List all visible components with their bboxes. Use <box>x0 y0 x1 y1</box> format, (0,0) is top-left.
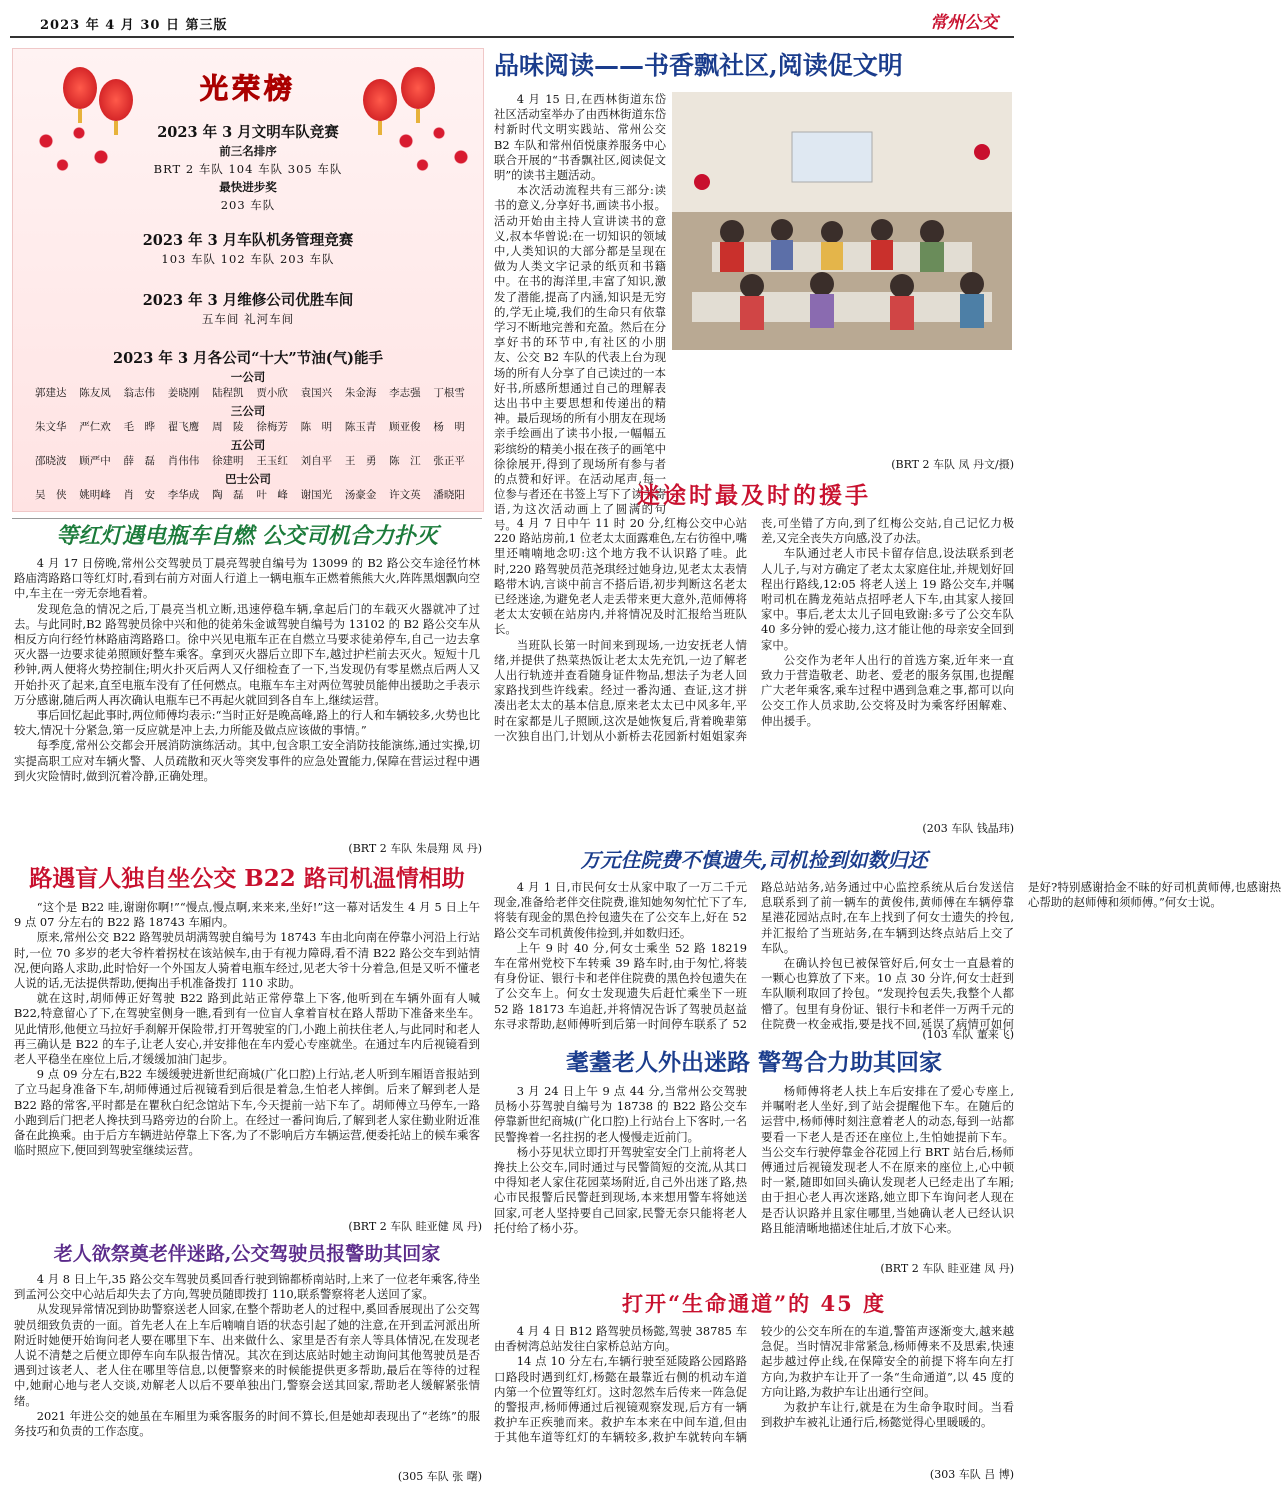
honoree-name: 肖 安 <box>123 489 156 501</box>
honoree-name: 李华成 <box>167 489 200 501</box>
article-credit: (BRT 2 车队 凤 丹文/摄) <box>891 458 1014 471</box>
article-ambulance <box>494 1324 1014 1464</box>
article-paragraph: 就在这时,胡师傅正好驾驶 B22 路到此站正常停靠上下客,他听到在车辆外面有人喊 B22,特意留心了下,在驾驶室侧身一瞧,看到有一位盲人拿着盲杖在路人帮助下准备来坐车。见此情形,他便立马拉好手刹解开保险带,打开驾驶室的门,小跑上前扶住老人,与此同时和老人再三确认是 B22 的车子,让老人安心,并安排他在车内爱心专座就坐。在通过车内后视镜看到老人平稳坐在座位上后,才缓缓加油门起步。 <box>14 991 480 1067</box>
article-paragraph: 从发现异常情况到协助警察送老人回家,在整个帮助老人的过程中,奚回香展现出了公交驾驶员细致负责的一面。首先老人在上车后喃喃自语的状态引起了她的注意,在开到孟河派出所附近时她便开始询问老人要在哪里下车、出来做什么、家里是否有亲人等具体情况,在发现老人说不清楚之后便立即停车向车队报告情况。其次在到达底站时她主动询问其他驾驶员是否遇到过该老人、老人住在哪里等信息,以便警察来的时候能提供更多帮助,最后在等待的过程中,她耐心地与老人交谈,劝解老人以后不要单独出门,警察会送其回家,帮助老人缓解紧张情绪。 <box>14 1302 480 1408</box>
article-paragraph: 每季度,常州公交都会开展消防演练活动。其中,包含职工安全消防技能演练,通过实操,切实提高职工应对车辆火警、人员疏散和灭火等突发事件的应急处置能力,保障在营运过程中遇到火灾险情时,做到沉着冷静,正确处理。 <box>14 738 480 783</box>
section-sub: 前三名排序 <box>219 144 277 158</box>
honoree-name: 姚明峰 <box>79 489 111 501</box>
section-line: BRT 2 车队 104 车队 305 车队 <box>153 162 343 176</box>
article-paragraph: 本次活动流程共有三部分:读书的意义,分享好书,画读书小报。活动开始由主持人宣讲读书的意义,叔本华曾说:在一切知识的领域中,人类知识的大部分都是呈现在做为人类文字记录的纸页和书籍中。在书的海洋里,丰富了知识,激发了潜能,提高了内涵,知识是无穷的,学无止境,我们的生命只有依靠学习不断地完善和充盈。然后在分享好书的环节中,有社区的小朋友、公交 B2 车队的代表上台为现场的所有人分享了自己读过的一本好书,所感所想通过自己的理解表达出书中主要思想和传递出的精神。最后现场的所有小朋友在现场亲手绘画出了读书小报,一幅幅五彩缤纷的精美小报在孩子的画笔中徐徐展开,得到了现场所有参与者的点赞和好评。在活动尾声,每一位参与者还在书签上写下了读书寄语,为这次活动画上了圆满的句号。 <box>494 183 666 532</box>
honor-roll <box>12 48 484 512</box>
honoree-name: 谢国光 <box>300 489 333 501</box>
name-row <box>35 385 465 400</box>
article-paragraph: 上午 9 时 40 分,何女士乘坐 52 路 18219 车在常州党校下车转乘 39 路车时,由于匆忙,将装有身份证、银行卡和老伴住院费的黑色拎包遗失在了公交车上。何女士发现遗失后赶忙乘坐下一班 52 路 18173 车追赶,并将情况告诉了驾驶员赵益东寻求帮助,赵师傅听到后第一时间停车联系了 52 路总站站务,站务通过中心监控系统从后台发送信息联系到了前一辆车的黄俊伟,黄师傅在车辆停靠星港花园站点时,在车上找到了何女士遗失的拎包,并汇报给了当班站务,在车辆到达终点站后上交了车队。 <box>494 880 1014 1031</box>
article-paragraph: 当班队长第一时间来到现场,一边安抚老人情绪,并提供了热菜热饭让老太太先充饥,一边了解老人出行轨迹并查看随身证件物品,想法子为老人回家路找到些许线索。经过一番沟通、查证,这才拼凑出老太太的基本信息,原来老太太已中风多年,平时在家都是儿子照顾,这次是她恢复后,背着晚辈第一次独自出门,计划从小新桥去花园新村姐姐家奔丧,可坐错了方向,到了红梅公交站,自己记忆力极差,又完全丧失方向感,没了办法。 <box>494 516 1014 743</box>
group-label: 一公司 <box>230 370 266 384</box>
section-line: 五车间 礼河车间 <box>201 312 295 326</box>
article-paragraph: 发现危急的情况之后,丁晨亮当机立断,迅速停稳车辆,拿起后门的车载灭火器就冲了过去。与此同时,B2 路驾驶员徐中兴和他的徒弟朱金诚驾驶自编号为 13102 的 B2 路公交车从相反方向行经竹林路庙湾路路口。徐中兴见电瓶车正在自燃立马要求徒弟停车,自己一边去拿灭火器一边要求徒弟照顾好整车乘客。拿到灭火器后立即下车,越过护栏前去灭火。短短十几秒钟,两人便将火势控制住;明火扑灭后两人又仔细检查了一下,当发现仍有零星燃点后两人又开始扑灭了起来,直至电瓶车没有了任何燃点。电瓶车车主对两位驾驶员能伸出援助之手表示万分感谢,随后两人再次确认电瓶车已不再起火就回到各自车上,继续运营。 <box>14 601 480 707</box>
honoree-name: 翁志伟 <box>123 387 156 399</box>
article-credit: (BRT 2 车队 朱晨翔 凤 丹) <box>348 842 482 855</box>
newspaper-logo: 常州公交 <box>930 13 998 33</box>
honoree-name: 王玉红 <box>256 455 288 467</box>
page-header <box>0 0 1024 38</box>
honoree-name: 翟飞鹰 <box>167 421 200 433</box>
honoree-name: 袁国兴 <box>300 387 333 399</box>
group-label: 三公司 <box>230 404 266 418</box>
honoree-name: 姜晓刚 <box>167 387 200 399</box>
honoree-name: 张正平 <box>433 455 465 467</box>
article-paragraph: 车队通过老人市民卡留存信息,设法联系到老人儿子,与对方确定了老太太家庭住址,并规划好回程出行路线,12:05 将老人送上 19 路公交车,并嘱咐司机在腾龙苑站点招呼老人下车,由其家人接回家中。事后,老太太儿子回电致谢:多亏了公交车队 40 多分钟的爱心接力,这才能让他的母亲安全回到家中。 <box>761 546 1014 652</box>
article-headline: 耄耋老人外出迷路 警驾合力助其回家 <box>565 1049 942 1076</box>
article-police <box>494 1084 1014 1260</box>
article-fire <box>14 556 480 838</box>
header-rule <box>10 36 1014 38</box>
article-credit: (103 车队 董来飞) <box>922 1028 1014 1041</box>
honoree-name: 叶 峰 <box>256 489 288 501</box>
honoree-name: 王 勇 <box>344 455 377 467</box>
article-credit: (203 车队 钱晶玮) <box>922 822 1014 835</box>
article-rescue <box>494 516 1014 818</box>
article-elder <box>14 1272 480 1468</box>
article-money <box>494 880 1281 1036</box>
honoree-name: 周 陵 <box>212 421 244 433</box>
article-paragraph: 4 月 4 日 B12 路驾驶员杨懿,驾驶 38785 车由香树湾总站发往白家桥总站方向。 <box>494 1324 747 1354</box>
article-paragraph: 9 点 09 分左右,B22 车缓缓驶进新世纪商城(广化口腔)上行站,老人听到车厢语音报站到了立马起身准备下车,胡师傅通过后视镜看到后很是着急,生怕老人摔倒。后来了解到老人是 B22 路的常客,平时都是在瞿秋白纪念馆站下车,今天提前一站下车了。胡师傅立马停车,一路小跑到后门把老人搀扶到马路旁边的台阶上。在经过一番问询后,了解到老人家住勤业附近准备在此换乘。由于后方车辆进站停靠上下客,为了不影响后方车辆运营,便委托站上的候车乘客临时照应下,便回到驾驶室继续运营。 <box>14 1067 480 1158</box>
article-paragraph: 事后回忆起此事时,两位师傅均表示:“当时正好是晚高峰,路上的行人和车辆较多,火势也比较大,情况十分紧急,第一反应就是冲上去,力所能及做点应该做的事情。” <box>14 708 480 738</box>
article-paragraph: 杨小芬见状立即打开驾驶室安全门上前将老人搀扶上公交车,同时通过与民警简短的交流,从其口中得知老人家住花园菜场附近,自己外出迷了路,热心市民报警后民警赶到现场,本来想用警车将她送回家,可老人坚持要自己回家,民警无奈只能将老人托付给了杨小芬。 <box>494 1144 747 1235</box>
honor-banner: 光荣榜 <box>199 72 296 105</box>
article-headline: 路遇盲人独自坐公交 B22 路司机温情相助 <box>29 865 465 892</box>
honoree-name: 陶 磊 <box>212 489 244 501</box>
article-headline: 等红灯遇电瓶车自燃 公交司机合力扑灭 <box>56 523 438 549</box>
honoree-name: 潘晓阳 <box>433 489 465 501</box>
lantern-icon <box>63 67 97 109</box>
honoree-name: 严仁欢 <box>79 421 111 433</box>
honoree-name: 郭建达 <box>35 387 67 399</box>
lantern-icon <box>401 67 435 109</box>
section-line: 103 车队 102 车队 203 车队 <box>161 252 335 266</box>
article-paragraph: 4 月 15 日,在西林街道东岱社区活动室举办了由西林街道东岱村新时代文明实践站、常州公交 B2 车队和常州佰悦康养服务中心联合开展的“书香飘社区,阅读促文明”的读书主题活动。 <box>494 92 666 183</box>
honoree-name: 薛 磊 <box>123 455 156 467</box>
honoree-name: 顾亚俊 <box>389 421 421 433</box>
honoree-name: 陈 江 <box>389 455 421 467</box>
article-paragraph: “这个是 B22 哇,谢谢你啊!”“慢点,慢点啊,来来来,坐好!”这一幕对话发生 4 月 5 日上午 9 点 07 分左右的 B22 路 18743 车厢内。 <box>14 900 480 930</box>
article-headline: 万元住院费不慎遗失,司机捡到如数归还 <box>580 848 928 872</box>
article-credit: (BRT 2 车队 眭亚建 凤 丹) <box>880 1262 1014 1275</box>
honoree-name: 汤豪金 <box>344 489 377 501</box>
honoree-name: 徐梅芳 <box>256 421 288 433</box>
honoree-name: 刘自平 <box>300 455 333 467</box>
reading-event-photo <box>672 92 1012 350</box>
article-headline: 迷途时最及时的援手 <box>637 482 871 509</box>
article-paragraph: 公交作为老年人出行的首选方案,近年来一直致力于营造敬老、助老、爱老的服务氛围,也提醒广大老年乘客,乘车过程中遇到急难之事,都可以向公交工作人员求助,公交将及时为乘客纾困解难、伸出援手。 <box>761 652 1014 728</box>
honoree-name: 毛 晔 <box>123 421 156 433</box>
section-sub: 最快进步奖 <box>219 180 277 194</box>
article-credit: (305 车队 张 曙) <box>397 1470 482 1483</box>
section-title: 2023 年 3 月车队机务管理竞赛 <box>142 232 354 249</box>
group-label: 五公司 <box>230 438 266 452</box>
article-credit: (303 车队 吕 博) <box>929 1468 1014 1481</box>
article-paragraph: 3 月 24 日上午 9 点 44 分,当常州公交驾驶员杨小芬驾驶自编号为 18738 的 B22 路公交车停靠新世纪商城(广化口腔)上行站台上下客时,一名民警搀着一名拄拐的老人慢慢走近前门。 <box>494 1084 747 1144</box>
article-paragraph: 14 点 10 分左右,车辆行驶至延陵路公园路路口路段时遇到红灯,杨懿在最靠近右侧的机动车道内第一个位置等红灯。这时忽然车后传来一阵急促的警报声,杨师傅通过后视镜观察发现,后方有一辆救护车正疾驰而来。救护车本来在中间车道,但由于其他车道等红灯的车辆较多,救护车就转向车辆较少的公交车所在的车道,警笛声逐渐变大,越来越急促。当时情况非常紧急,杨师傅来不及思索,快速起步越过停止线,在保障安全的前提下将车向左打方向,为救护车让开了一条“生命通道”,以 45 度的方向让路,为救护车让出通行空间。 <box>494 1324 1014 1445</box>
honoree-name: 朱金海 <box>344 387 377 399</box>
honoree-name: 邵晓波 <box>35 455 67 467</box>
article-paragraph: 为救护车让行,就是在为生命争取时间。当看到救护车被礼让通行后,杨懿觉得心里暖暖的。 <box>761 1400 1014 1430</box>
honoree-name: 吴 侠 <box>35 489 67 501</box>
name-row <box>35 453 465 468</box>
name-row <box>35 419 465 434</box>
article-headline: 品味阅读——书香飘社区,阅读促文明 <box>494 51 903 80</box>
article-paragraph: 4 月 7 日中午 11 时 20 分,红梅公交中心站 220 路站房前,1 位老太太面露难色,左右彷徨中,嘴里还喃喃地念叨:这个地方我不认识路了哇。此时,220 路驾驶员范尧琪经过她身边,见老太太表情略带木讷,言谈中前言不搭后语,初步判断这名老太已经迷途,为避免老人走丢带来更大意外,范师傅将老太太安顿在站房内,并将情况及时汇报给当班队长。 <box>494 516 747 637</box>
article-paragraph: 2021 年进公交的她虽在车厢里为乘客服务的时间不算长,但是她却表现出了“老练”的服务技巧和负责的工作态度。 <box>14 1408 480 1439</box>
name-row <box>35 487 465 502</box>
group-label: 巴士公司 <box>225 472 271 486</box>
honoree-name: 顾严中 <box>79 455 111 467</box>
honoree-name: 陈 明 <box>300 421 333 433</box>
honoree-name: 肖伟伟 <box>167 455 200 467</box>
section-title: 2023 年 3 月各公司“十大”节油(气)能手 <box>113 350 383 367</box>
section-line: 203 车队 <box>220 198 276 212</box>
honoree-name: 陈友凤 <box>79 387 111 399</box>
article-credit: (BRT 2 车队 眭亚健 凤 丹) <box>348 1220 482 1233</box>
honoree-name: 陆程凯 <box>212 387 244 399</box>
article-reading-bottom <box>494 354 1014 472</box>
honoree-name: 贾小欣 <box>256 387 288 399</box>
article-blind <box>14 900 480 1230</box>
photo-illustration <box>672 92 1012 350</box>
article-headline: 老人欲祭奠老伴迷路,公交驾驶员报警助其回家 <box>53 1243 441 1265</box>
section-title: 2023 年 3 月维修公司优胜车间 <box>142 292 354 309</box>
honoree-name: 杨 明 <box>433 421 465 433</box>
article-headline: 打开“生命通道”的 45 度 <box>621 1291 886 1316</box>
honoree-name: 徐建明 <box>212 455 244 467</box>
article-paragraph: 4 月 1 日,市民何女士从家中取了一万二千元现金,准备给老伴交住院费,谁知她匆匆忙忙下了车,将装有现金的黑色拎包遗失在了公交车上,好在 52 路公交车司机黄俊伟捡到,并如数归还。 <box>494 880 747 940</box>
honoree-name: 陈玉青 <box>344 421 377 433</box>
article-paragraph: 4 月 17 日傍晚,常州公交驾驶员丁晨亮驾驶自编号为 13099 的 B2 路公交车途径竹林路庙湾路路口等红灯时,看到右前方对面人行道上一辆电瓶车正燃着熊熊大火,阵阵黑烟飘向空中,车主在一旁无奈地看着。 <box>14 556 480 601</box>
article-paragraph: 在确认拎包已被保管好后,何女士一直悬着的一颗心也算放了下来。10 点 30 分许,何女士赶到车队顺利取回了拎包。“发现拎包丢失,我整个人都懵了。包里有身份证、银行卡和老伴一万两千元的住院费一枚金戒指,要是找不回,延误了病情可如何是好?特别感谢拾金不昧的好司机黄师傅,也感谢热心帮助的赵师傅和须师傅。”何女士说。 <box>761 880 1281 1031</box>
article-reading-col1 <box>494 92 666 532</box>
honoree-name: 许文英 <box>389 489 421 501</box>
honoree-name: 丁根雪 <box>433 387 465 399</box>
article-paragraph: 原来,常州公交 B22 路驾驶员胡满驾驶自编号为 18743 车由北向南在停靠小河沿上行站时,一位 70 多岁的老大爷杵着拐杖在该站候车,由于有视力障碍,看不清 B22 路公交车到站情况,便向路人求助,此时恰好一个外国友人骑着电瓶车经过,见老大爷十分着急,但是又听不懂老人说的话,无法提供帮助,便掏出手机准备拨打 110 求助。 <box>14 930 480 991</box>
article-paragraph: 杨师傅将老人扶上车后安排在了爱心专座上,并嘱咐老人坐好,到了站会提醒他下车。在随后的运营中,杨师傅时刻注意着老人的动态,每到一站都要看一下老人是否还在座位上,生怕她提前下车。当公交车行驶停靠金谷花园上行 BRT 站台后,杨师傅通过后视镜发现老人不在原来的座位上,心中顿时一紧,随即如回头确认发现老人已经走出了车厢;由于担心老人再次迷路,她立即下车询问老人现在是否认识路并且家住哪里,当她确认老人已经认识路且能清晰地描述住址后,才放下心来。 <box>761 1084 1014 1235</box>
honoree-name: 朱文华 <box>35 421 67 433</box>
section-title: 2023 年 3 月文明车队竞赛 <box>157 124 339 141</box>
honoree-name: 李志强 <box>389 387 421 399</box>
issue-date: 2023 年 4 月 30 日 第三版 <box>40 18 228 33</box>
article-paragraph: 4 月 8 日上午,35 路公交车驾驶员奚回香行驶到锦都桥南站时,上来了一位老年乘客,待坐到孟河公交中心站后却失去了方向,驾驶员随即拨打 110,联系警察将老人送回了家。 <box>14 1272 480 1302</box>
